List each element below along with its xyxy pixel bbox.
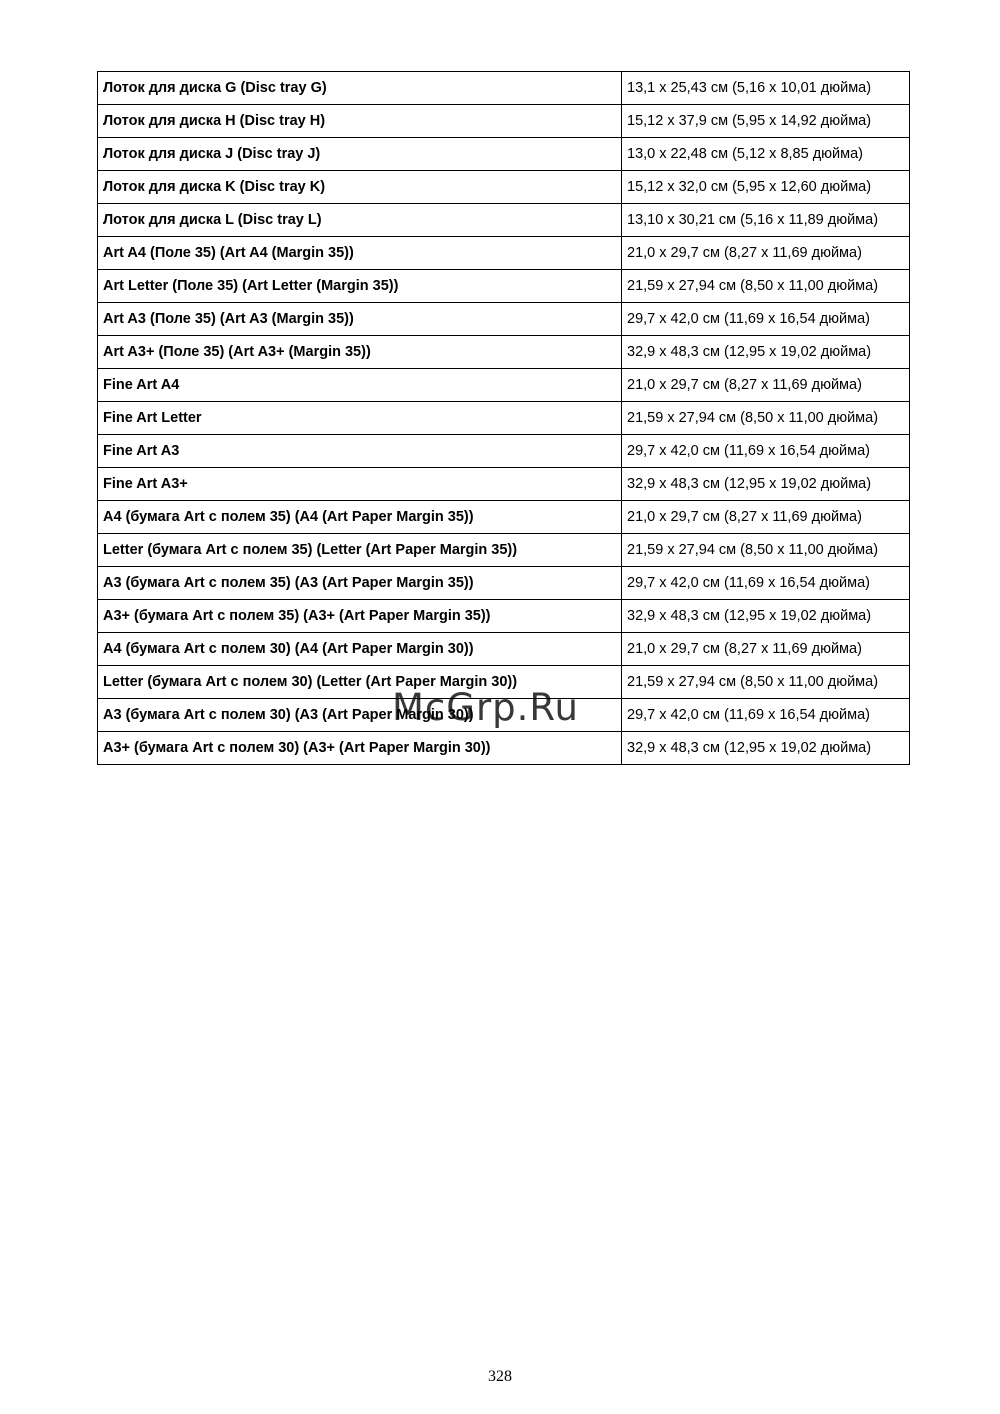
paper-name-cell: Fine Art Letter [98,402,622,435]
paper-name-cell: Fine Art A3 [98,435,622,468]
paper-name-cell: Art A4 (Поле 35) (Art A4 (Margin 35)) [98,237,622,270]
paper-name-cell: Letter (бумага Art с полем 30) (Letter (Art Paper Margin 30)) [98,666,622,699]
paper-name-cell: Art A3 (Поле 35) (Art A3 (Margin 35)) [98,303,622,336]
table-row [98,501,910,534]
table-row [98,534,910,567]
paper-size-cell: 13,0 x 22,48 см (5,12 x 8,85 дюйма) [622,138,910,171]
paper-size-cell: 32,9 x 48,3 см (12,95 x 19,02 дюйма) [622,732,910,765]
paper-size-cell: 15,12 x 32,0 см (5,95 x 12,60 дюйма) [622,171,910,204]
watermark: McGrp.Ru [392,686,579,729]
paper-name-cell: A3+ (бумага Art с полем 30) (A3+ (Art Paper Margin 30)) [98,732,622,765]
table-row [98,105,910,138]
table-row [98,402,910,435]
paper-size-cell: 29,7 x 42,0 см (11,69 x 16,54 дюйма) [622,303,910,336]
table-row [98,303,910,336]
table-row [98,336,910,369]
table-row [98,270,910,303]
paper-name-cell: Fine Art A3+ [98,468,622,501]
paper-size-table [97,71,910,765]
paper-name-cell: Letter (бумага Art с полем 35) (Letter (Art Paper Margin 35)) [98,534,622,567]
table-row [98,435,910,468]
paper-size-cell: 21,59 x 27,94 см (8,50 x 11,00 дюйма) [622,534,910,567]
page-number: 328 [488,1368,512,1385]
paper-name-cell: Лоток для диска H (Disc tray H) [98,105,622,138]
table-row [98,633,910,666]
paper-size-cell: 21,0 x 29,7 см (8,27 x 11,69 дюйма) [622,501,910,534]
paper-name-cell: Лоток для диска L (Disc tray L) [98,204,622,237]
paper-size-cell: 21,0 x 29,7 см (8,27 x 11,69 дюйма) [622,633,910,666]
paper-name-cell: Лоток для диска G (Disc tray G) [98,72,622,105]
paper-name-cell: A3 (бумага Art с полем 30) (A3 (Art Paper Margin 30)) [98,699,622,732]
paper-name-cell: Fine Art A4 [98,369,622,402]
paper-size-cell: 29,7 x 42,0 см (11,69 x 16,54 дюйма) [622,567,910,600]
paper-name-cell: A4 (бумага Art с полем 35) (A4 (Art Paper Margin 35)) [98,501,622,534]
table-row [98,732,910,765]
paper-size-cell: 13,1 x 25,43 см (5,16 x 10,01 дюйма) [622,72,910,105]
table-body [98,72,910,765]
paper-name-cell: Art Letter (Поле 35) (Art Letter (Margin 35)) [98,270,622,303]
paper-size-cell: 21,0 x 29,7 см (8,27 x 11,69 дюйма) [622,369,910,402]
table-row [98,468,910,501]
paper-size-cell: 21,59 x 27,94 см (8,50 x 11,00 дюйма) [622,402,910,435]
paper-name-cell: A3+ (бумага Art с полем 35) (A3+ (Art Paper Margin 35)) [98,600,622,633]
table-row [98,171,910,204]
paper-size-cell: 32,9 x 48,3 см (12,95 x 19,02 дюйма) [622,468,910,501]
table-row [98,138,910,171]
paper-size-cell: 32,9 x 48,3 см (12,95 x 19,02 дюйма) [622,336,910,369]
paper-name-cell: Лоток для диска K (Disc tray K) [98,171,622,204]
table-row [98,72,910,105]
paper-size-cell: 21,59 x 27,94 см (8,50 x 11,00 дюйма) [622,666,910,699]
paper-name-cell: A4 (бумага Art с полем 30) (A4 (Art Paper Margin 30)) [98,633,622,666]
table-row [98,567,910,600]
paper-size-cell: 15,12 x 37,9 см (5,95 x 14,92 дюйма) [622,105,910,138]
paper-name-cell: A3 (бумага Art с полем 35) (A3 (Art Paper Margin 35)) [98,567,622,600]
paper-size-cell: 21,0 x 29,7 см (8,27 x 11,69 дюйма) [622,237,910,270]
table-row [98,237,910,270]
table-row [98,204,910,237]
paper-size-cell: 29,7 x 42,0 см (11,69 x 16,54 дюйма) [622,699,910,732]
paper-size-cell: 13,10 x 30,21 см (5,16 x 11,89 дюйма) [622,204,910,237]
paper-size-cell: 21,59 x 27,94 см (8,50 x 11,00 дюйма) [622,270,910,303]
paper-size-cell: 29,7 x 42,0 см (11,69 x 16,54 дюйма) [622,435,910,468]
paper-name-cell: Art A3+ (Поле 35) (Art A3+ (Margin 35)) [98,336,622,369]
table-row [98,600,910,633]
paper-name-cell: Лоток для диска J (Disc tray J) [98,138,622,171]
table-row [98,369,910,402]
paper-size-cell: 32,9 x 48,3 см (12,95 x 19,02 дюйма) [622,600,910,633]
